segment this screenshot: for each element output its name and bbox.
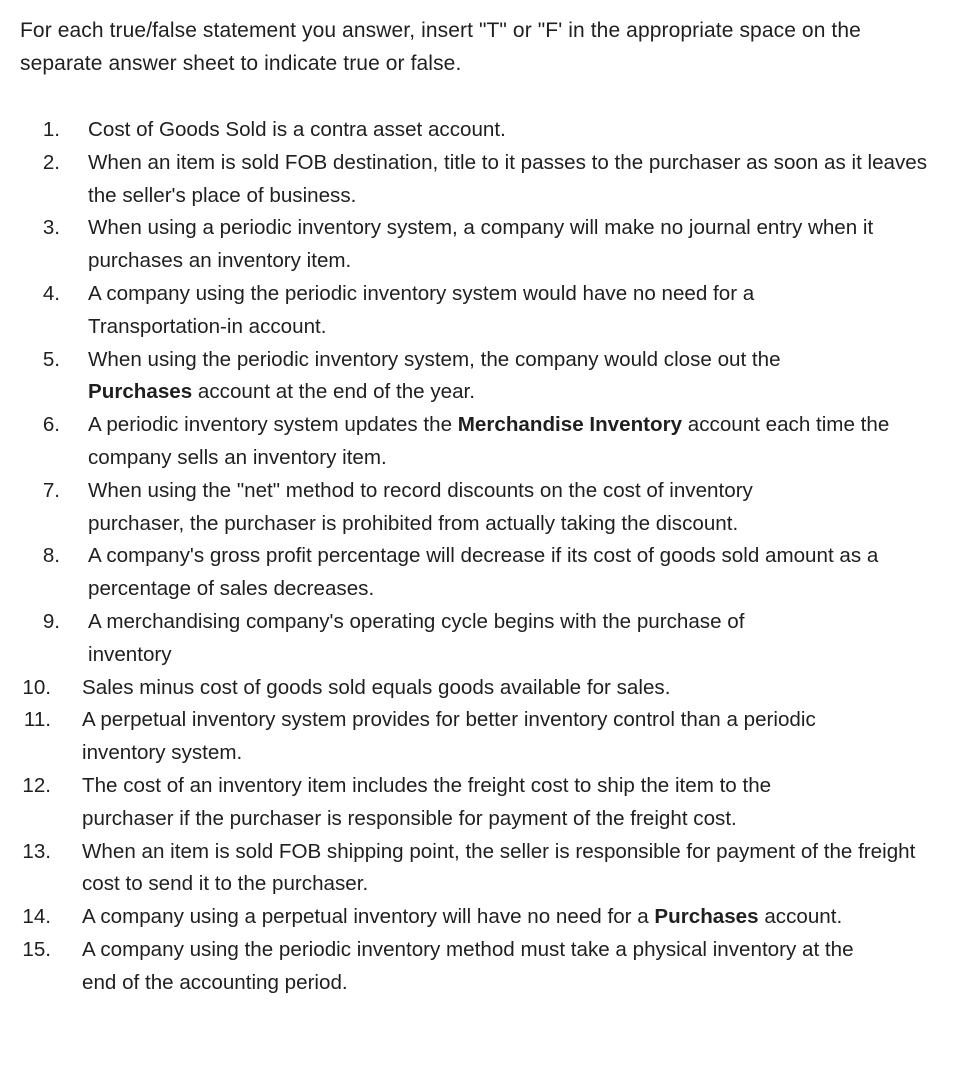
question-text xyxy=(82,901,952,934)
question-text-bold: Purchases xyxy=(88,380,193,404)
question-text-part: A periodic inventory system updates the xyxy=(88,413,458,437)
question-number: 15. xyxy=(22,937,51,961)
instructions-paragraph: For each true/false statement you answer, insert "T" or "F' in the appropriate space on the separate answer sheet to indicate true or false. xyxy=(20,19,861,75)
question-text-part: account at the end of the year. xyxy=(192,380,475,404)
question-item xyxy=(0,901,976,934)
question-number: 4. xyxy=(42,281,60,305)
question-item xyxy=(0,934,976,1000)
question-number: 12. xyxy=(22,773,51,797)
question-text xyxy=(88,409,958,475)
question-item xyxy=(0,475,976,541)
question-text-bold: Merchandise Inventory xyxy=(457,413,683,437)
question-item xyxy=(0,606,976,672)
question-text-part: Cost of Goods Sold is a contra asset account. xyxy=(88,118,506,141)
question-text-part: A company using the periodic inventory method must take a physical inventory at the end of the accounting period. xyxy=(82,937,854,994)
question-text xyxy=(88,278,848,344)
question-text xyxy=(82,770,827,836)
question-text-part: Sales minus cost of goods sold equals goods available for sales. xyxy=(82,675,671,699)
question-number: 11. xyxy=(23,708,51,732)
question-item xyxy=(0,278,976,344)
question-text xyxy=(88,147,948,213)
question-number: 8. xyxy=(42,544,60,568)
question-item xyxy=(0,409,976,475)
question-item xyxy=(0,212,976,278)
question-text xyxy=(88,540,938,606)
question-list xyxy=(0,114,976,1000)
question-number: 13. xyxy=(22,839,51,863)
question-text-part: The cost of an inventory item includes the freight cost to ship the item to the purchaser if the purchaser is responsible for payment of the freight cost. xyxy=(82,773,772,830)
question-number: 14. xyxy=(22,905,51,929)
question-item xyxy=(0,114,976,147)
question-item xyxy=(0,344,976,410)
question-text xyxy=(82,934,892,1000)
question-text xyxy=(88,344,888,410)
question-text xyxy=(88,606,828,672)
question-text-part: A company using a perpetual inventory will have no need for a xyxy=(82,905,655,929)
question-text-part: A company using the periodic inventory system would have no need for a Transportation-in account. xyxy=(88,281,755,338)
question-number: 1. xyxy=(42,118,60,141)
question-number: 3. xyxy=(42,216,60,240)
question-text-part: A company's gross profit percentage will decrease if its cost of goods sold amount as a percentage of sales decreases. xyxy=(88,544,879,601)
question-text xyxy=(88,475,848,541)
question-text-part: When using the "net" method to record discounts on the cost of inventory purchaser, the purchaser is prohibited from actually taking the discount. xyxy=(88,478,753,535)
question-text xyxy=(88,114,688,147)
question-item xyxy=(0,540,976,606)
question-text xyxy=(82,704,842,770)
question-text-part: A perpetual inventory system provides for better inventory control than a periodic inventory system. xyxy=(82,708,816,765)
question-number: 7. xyxy=(42,478,60,502)
question-text-part: account. xyxy=(758,905,843,929)
question-number: 6. xyxy=(42,413,60,437)
question-item xyxy=(0,147,976,213)
question-number: 10. xyxy=(22,675,51,699)
question-text-part: account each time the company sells an inventory item. xyxy=(88,413,890,469)
question-item xyxy=(0,836,976,902)
question-text-part: When using the periodic inventory system, the company would close out the xyxy=(88,347,781,371)
question-text-part: When an item is sold FOB shipping point, the seller is responsible for payment of the freight cost to send it to the purchaser. xyxy=(82,839,916,896)
question-item xyxy=(0,672,976,705)
question-number: 9. xyxy=(42,609,60,633)
question-text-part: When an item is sold FOB destination, title to it passes to the purchaser as soon as it leaves the seller's place of business. xyxy=(88,150,928,207)
question-text xyxy=(82,836,922,902)
question-text-part: A merchandising company's operating cycle begins with the purchase of inventory xyxy=(88,609,745,666)
question-text-bold: Purchases xyxy=(654,905,759,929)
question-number: 5. xyxy=(42,347,60,371)
question-text-part: When using a periodic inventory system, a company will make no journal entry when it purchases an inventory item. xyxy=(88,216,874,273)
question-text xyxy=(88,212,908,278)
question-item xyxy=(0,770,976,836)
question-item xyxy=(0,704,976,770)
question-number: 2. xyxy=(42,150,60,174)
question-text xyxy=(82,672,942,705)
